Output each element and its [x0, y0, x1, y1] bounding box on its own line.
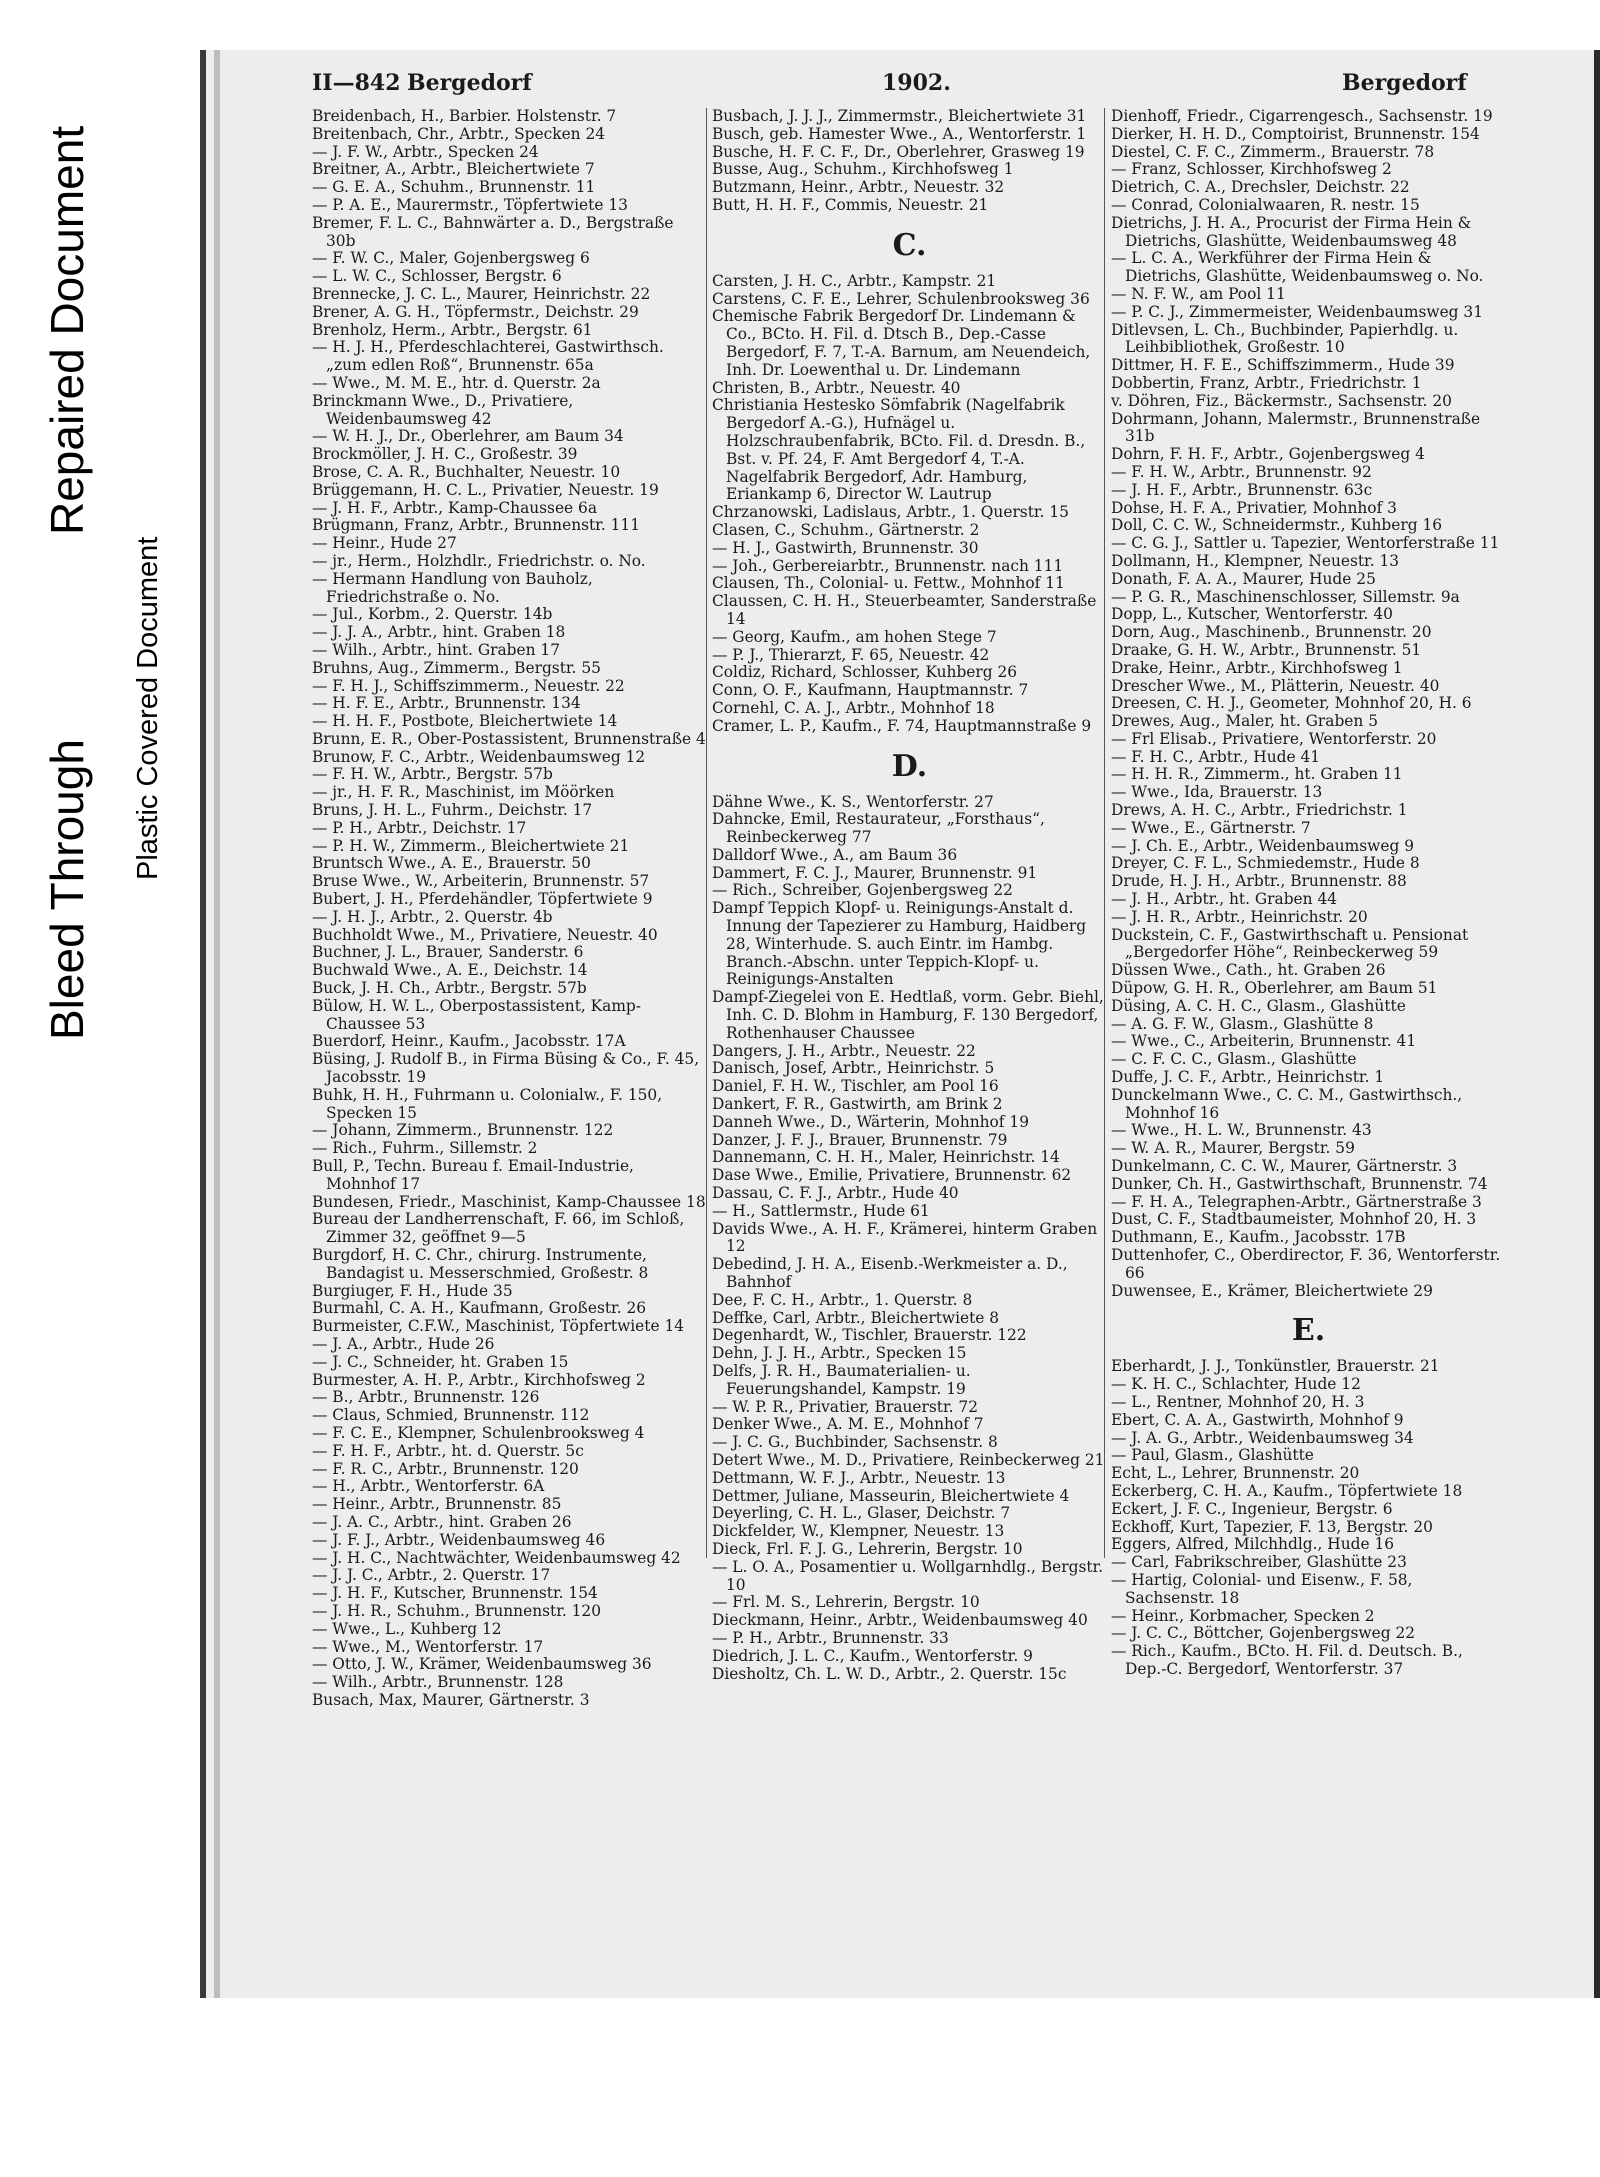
directory-entry: Drude, H. J. H., Arbtr., Brunnenstr. 88 [1111, 872, 1407, 891]
directory-entry: — Wwe., C., Arbeiterin, Brunnenstr. 41 [1111, 1032, 1417, 1051]
directory-entry: — Wwe., E., Gärtnerstr. 7 [1111, 818, 1311, 837]
directory-entry: — Hartig, Colonial- und Eisenw., F. 58, Sachsenstr. 18 [1111, 1570, 1413, 1607]
directory-entry: Dahncke, Emil, Restaurateur, „Forsthaus“, Reinbeckerweg 77 [712, 810, 1045, 847]
directory-entry: Dierker, H. H. D., Comptoirist, Brunnenstr. 154 [1111, 124, 1480, 143]
directory-entry: Dannemann, C. H. H., Maler, Heinrichstr. 14 [712, 1148, 1060, 1167]
directory-entry: — Wwe., Ida, Brauerstr. 13 [1111, 783, 1323, 802]
directory-entry: Burgdorf, H. C. Chr., chirurg. Instrumente, Bandagist u. Messerschmied, Großestr. 8 [312, 1246, 649, 1282]
directory-entry: — J. F. W., Arbtr., Specken 24 [312, 142, 539, 161]
directory-entry: Düsing, A. C. H. C., Glasm., Glashütte [1111, 996, 1406, 1015]
directory-entry: — Paul, Glasm., Glashütte [1111, 1446, 1314, 1465]
directory-entry: Breitenbach, Chr., Arbtr., Specken 24 [312, 124, 606, 143]
directory-entry: Dreyer, C. F. L., Schmiedemstr., Hude 8 [1111, 854, 1420, 873]
scan-bottom-margin [200, 1998, 1600, 2177]
directory-entry: — Georg, Kaufm., am hohen Stege 7 [712, 627, 997, 646]
directory-entry: Breitner, A., Arbtr., Bleichertwiete 7 [312, 160, 595, 179]
directory-entry: — J. C. C., Böttcher, Gojenbergsweg 22 [1111, 1624, 1416, 1643]
directory-entry: Düssen Wwe., Cath., ht. Graben 26 [1111, 961, 1386, 980]
directory-entry: Drews, A. H. C., Arbtr., Friedrichstr. 1 [1111, 801, 1408, 820]
directory-entry: — jr., H. F. R., Maschinist, im Möörken [312, 783, 615, 802]
directory-entry: Drake, Heinr., Arbtr., Kirchhofsweg 1 [1111, 658, 1403, 677]
directory-entry: — H., Arbtr., Wentorferstr. 6A [312, 1477, 545, 1496]
directory-entry: Dunkelmann, C. C. W., Maurer, Gärtnerstr. 3 [1111, 1157, 1458, 1176]
directory-entry: Dettmer, Juliane, Masseurin, Bleichertwiete 4 [712, 1486, 1070, 1505]
entries-e [1111, 1358, 1506, 1678]
entries-c [712, 273, 1107, 736]
directory-entry: Diedrich, J. L. C., Kaufm., Wentorferstr. 9 [712, 1646, 1033, 1665]
section-heading-c: C. [892, 227, 927, 263]
directory-entry: Butt, H. H. F., Commis, Neuestr. 21 [712, 195, 989, 214]
directory-entry: Dammert, F. C. J., Maurer, Brunnenstr. 91 [712, 863, 1038, 882]
directory-entry: Dorn, Aug., Maschinenb., Brunnenstr. 20 [1111, 623, 1432, 642]
directory-entry: Buchwald Wwe., A. E., Deichstr. 14 [312, 961, 588, 980]
directory-entry: Diestel, C. F. C., Zimmerm., Brauerstr. 78 [1111, 142, 1435, 161]
directory-entry: Draake, G. H. W., Arbtr., Brunnenstr. 51 [1111, 640, 1422, 659]
directory-entry: — L. W. C., Schlosser, Bergstr. 6 [312, 267, 562, 286]
directory-entry: — J. H., Arbtr., ht. Graben 44 [1111, 890, 1338, 909]
directory-entry: Buhk, H. H., Fuhrmann u. Colonialw., F. 150, Specken 15 [312, 1085, 663, 1122]
directory-entry: Clasen, C., Schuhm., Gärtnerstr. 2 [712, 520, 980, 539]
directory-entry: — Rich., Fuhrm., Sillemstr. 2 [312, 1139, 538, 1158]
directory-entry: — J. A. C., Arbtr., hint. Graben 26 [312, 1512, 572, 1531]
directory-entry: Dehn, J. J. H., Arbtr., Specken 15 [712, 1344, 967, 1363]
directory-entry: Dankert, F. R., Gastwirth, am Brink 2 [712, 1095, 1003, 1114]
directory-entry: Danzer, J. F. J., Brauer, Brunnenstr. 79 [712, 1130, 1008, 1149]
directory-entry: — Frl. M. S., Lehrerin, Bergstr. 10 [712, 1593, 980, 1612]
directory-entry: Busse, Aug., Schuhm., Kirchhofsweg 1 [712, 160, 1014, 179]
directory-entry: Christen, B., Arbtr., Neuestr. 40 [712, 378, 961, 397]
directory-entry: Buerdorf, Heinr., Kaufm., Jacobsstr. 17A [312, 1032, 626, 1051]
directory-entry: Bruns, J. H. L., Fuhrm., Deichstr. 17 [312, 801, 593, 820]
directory-entry: Drewes, Aug., Maler, ht. Graben 5 [1111, 712, 1379, 731]
directory-entry: Diesholtz, Ch. L. W. D., Arbtr., 2. Querstr. 15c [712, 1664, 1067, 1683]
directory-entry: Burmahl, C. A. H., Kaufmann, Großestr. 26 [312, 1299, 647, 1318]
directory-entry: Dohse, H. F. A., Privatier, Mohnhof 3 [1111, 498, 1397, 517]
directory-entry: Ditlevsen, L. Ch., Buchbinder, Papierhdlg. u. Leihbibliothek, Großestr. 10 [1111, 320, 1459, 357]
directory-entry: — J. H. F., Arbtr., Kamp-Chaussee 6a [312, 498, 598, 517]
directory-entry: Dopp, L., Kutscher, Wentorferstr. 40 [1111, 605, 1393, 624]
page-binding-edge [214, 50, 220, 1998]
directory-entry: — Claus, Schmied, Brunnenstr. 112 [312, 1406, 590, 1425]
directory-entry: Donath, F. A. A., Maurer, Hude 25 [1111, 569, 1376, 588]
directory-entry: Detert Wwe., M. D., Privatiere, Reinbeckerweg 21 [712, 1450, 1105, 1469]
directory-entry: Dieckmann, Heinr., Arbtr., Weidenbaumsweg 40 [712, 1611, 1088, 1630]
entries-d [1111, 108, 1506, 1300]
directory-entry: Dreesen, C. H. J., Geometer, Mohnhof 20, H. 6 [1111, 694, 1472, 713]
directory-entry: Deffke, Carl, Arbtr., Bleichertwiete 8 [712, 1308, 1000, 1327]
directory-entry: Burgiuger, F. H., Hude 35 [312, 1281, 513, 1300]
bleed-through-label: Bleed Through [41, 739, 93, 1040]
directory-entry: — F. H. W., Arbtr., Bergstr. 57b [312, 765, 553, 784]
directory-entry: — P. H., Arbtr., Brunnenstr. 33 [712, 1628, 949, 1647]
directory-entry: Cramer, L. P., Kaufm., F. 74, Hauptmannstraße 9 [712, 716, 1092, 735]
directory-entry: Dettmann, W. F. J., Arbtr., Neuestr. 13 [712, 1468, 1006, 1487]
directory-entry: Chrzanowski, Ladislaus, Arbtr., 1. Querstr. 15 [712, 503, 1069, 522]
plastic-covered-label: Plastic Covered Document [132, 536, 164, 880]
directory-entry: Busche, H. F. C. F., Dr., Oberlehrer, Grasweg 19 [712, 142, 1085, 161]
directory-entry: — Heinr., Korbmacher, Specken 2 [1111, 1606, 1375, 1625]
directory-entry: — F. H. A., Telegraphen-Arbtr., Gärtnerstraße 3 [1111, 1192, 1482, 1211]
directory-entry: Burmeister, C.F.W., Maschinist, Töpfertwiete 14 [312, 1317, 685, 1336]
directory-entry: Conn, O. F., Kaufmann, Hauptmannstr. 7 [712, 681, 1029, 700]
right-running-title: Bergedorf [1342, 70, 1467, 96]
directory-entry: — P. H., Arbtr., Deichstr. 17 [312, 818, 527, 837]
directory-entry: — J. Ch. E., Arbtr., Weidenbaumsweg 9 [1111, 836, 1414, 855]
directory-entry: — J. J. A., Arbtr., hint. Graben 18 [312, 623, 566, 642]
directory-entry: Dassau, C. F. J., Arbtr., Hude 40 [712, 1184, 959, 1203]
column-2 [712, 108, 1107, 1683]
directory-entry: — J. C. G., Buchbinder, Sachsenstr. 8 [712, 1433, 998, 1452]
directory-entry: — Conrad, Colonialwaaren, R. nestr. 15 [1111, 195, 1420, 214]
directory-entry: Clausen, Th., Colonial- u. Fettw., Mohnhof 11 [712, 574, 1065, 593]
directory-entry: Coldiz, Richard, Schlosser, Kuhberg 26 [712, 663, 1018, 682]
directory-entry: Claussen, C. H. H., Steuerbeamter, Sanderstraße 14 [712, 592, 1097, 628]
directory-entry: — W. H. J., Dr., Oberlehrer, am Baum 34 [312, 427, 624, 446]
directory-entry: Brunow, F. C., Arbtr., Weidenbaumsweg 12 [312, 747, 646, 766]
directory-entry: — Rich., Schreiber, Gojenbergsweg 22 [712, 881, 1013, 900]
directory-entry: — C. F. C. C., Glasm., Glashütte [1111, 1050, 1357, 1069]
directory-entry: Bureau der Landherrenschaft, F. 66, im Schloß, Zimmer 32, geöffnet 9—5 [312, 1210, 685, 1247]
column-3 [1111, 108, 1506, 1679]
directory-entry: Brügmann, Franz, Arbtr., Brunnenstr. 111 [312, 516, 641, 535]
entries-d [712, 794, 1107, 1684]
directory-entry: Dee, F. C. H., Arbtr., 1. Querstr. 8 [712, 1290, 973, 1309]
directory-entry: Christiania Hestesko Sömfabrik (Nagelfabrik Bergedorf A.-G.), Hufnägel u. Holzschraubenfabrik, BCto. Fil. d. Dresdn. B., Bst. v. Pf. 24, F. Amt Bergedorf 4, T.-A. Nagelfabrik Bergedorf, Adr. Hamburg, Eriankamp 6, Director W. Lautrup [712, 396, 1086, 504]
directory-entry: — A. G. F. W., Glasm., Glashütte 8 [1111, 1014, 1374, 1033]
directory-entry: Dobbertin, Franz, Arbtr., Friedrichstr. 1 [1111, 373, 1422, 392]
directory-entry: — J. H. R., Schuhm., Brunnenstr. 120 [312, 1601, 602, 1620]
directory-entry: — L., Rentner, Mohnhof 20, H. 3 [1111, 1392, 1365, 1411]
directory-entry: — K. H. C., Schlachter, Hude 12 [1111, 1375, 1361, 1394]
directory-entry: — P. H. W., Zimmerm., Bleichertwiete 21 [312, 836, 630, 855]
directory-entry: Degenhardt, W., Tischler, Brauerstr. 122 [712, 1326, 1027, 1345]
directory-entry: — J. H. C., Nachtwächter, Weidenbaumsweg 42 [312, 1548, 681, 1567]
directory-entry: — C. G. J., Sattler u. Tapezier, Wentorferstraße 11 [1111, 534, 1500, 553]
directory-entry: Bruse Wwe., W., Arbeiterin, Brunnenstr. 57 [312, 872, 650, 891]
directory-entry: — Wwe., H. L. W., Brunnenstr. 43 [1111, 1121, 1372, 1140]
directory-entry: Brener, A. G. H., Töpfermstr., Deichstr. 29 [312, 302, 639, 321]
directory-entry: — F. H. W., Arbtr., Brunnenstr. 92 [1111, 462, 1372, 481]
directory-entry: Danneh Wwe., D., Wärterin, Mohnhof 19 [712, 1112, 1029, 1131]
directory-entry: Deyerling, C. H. L., Glaser, Deichstr. 7 [712, 1504, 1011, 1523]
page-header [312, 70, 1562, 102]
directory-entry: — H. H. R., Zimmerm., ht. Graben 11 [1111, 765, 1403, 784]
directory-entry: — Wilh., Arbtr., Brunnenstr. 128 [312, 1673, 564, 1692]
directory-entry: Duthmann, E., Kaufm., Jacobsstr. 17B [1111, 1228, 1406, 1247]
directory-entry: Dase Wwe., Emilie, Privatiere, Brunnenstr. 62 [712, 1166, 1072, 1185]
directory-entry: Dunckelmann Wwe., C. C. M., Gastwirthsch., Mohnhof 16 [1111, 1085, 1463, 1122]
directory-entry: Brüggemann, H. C. L., Privatier, Neuestr. 19 [312, 480, 659, 499]
directory-entry: — W. A. R., Maurer, Bergstr. 59 [1111, 1139, 1355, 1158]
year-heading: 1902. [882, 70, 951, 96]
directory-entry: Bull, P., Techn. Bureau f. Email-Industrie, Mohnhof 17 [312, 1157, 634, 1193]
directory-entry: — J. H. F., Kutscher, Brunnenstr. 154 [312, 1584, 598, 1603]
directory-entry: — Hermann Handlung von Bauholz, Friedrichstraße o. No. [312, 569, 593, 606]
directory-entry: — J. J. C., Arbtr., 2. Querstr. 17 [312, 1566, 551, 1585]
directory-entry: Eckhoff, Kurt, Tapezier, F. 13, Bergstr. 20 [1111, 1517, 1433, 1536]
directory-entry: Debedind, J. H. A., Eisenb.-Werkmeister a. D., Bahnhof [712, 1255, 1068, 1292]
directory-entry: — H. H. F., Postbote, Bleichertwiete 14 [312, 712, 618, 731]
directory-entry: — J. H. F., Arbtr., Brunnenstr. 63c [1111, 480, 1373, 499]
directory-entry: — L. C. A., Werkführer der Firma Hein & Dietrichs, Glashütte, Weidenbaumsweg o. No. [1111, 249, 1484, 286]
directory-entry: — N. F. W., am Pool 11 [1111, 284, 1286, 303]
directory-entry: — Heinr., Arbtr., Brunnenstr. 85 [312, 1495, 562, 1514]
directory-entry: Duttenhofer, C., Oberdirector, F. 36, Wentorferstr. 66 [1111, 1246, 1501, 1282]
directory-entry: — Heinr., Hude 27 [312, 534, 457, 553]
directory-entry: Dangers, J. H., Arbtr., Neuestr. 22 [712, 1041, 976, 1060]
directory-entry: Büsing, J. Rudolf B., in Firma Büsing & Co., F. 45, Jacobsstr. 19 [312, 1050, 700, 1087]
directory-entry: Buchner, J. L., Brauer, Sanderstr. 6 [312, 943, 584, 962]
directory-entry: — J. A., Arbtr., Hude 26 [312, 1334, 495, 1353]
directory-entry: Duwensee, E., Krämer, Bleichertwiete 29 [1111, 1281, 1433, 1300]
directory-entry: Buck, J. H. Ch., Arbtr., Bergstr. 57b [312, 979, 587, 998]
directory-entry: — Wwe., M. M. E., htr. d. Querstr. 2a [312, 373, 601, 392]
directory-entry: Brennecke, J. C. L., Maurer, Heinrichstr. 22 [312, 284, 651, 303]
directory-entry: Brinckmann Wwe., D., Privatiere, Weidenbaumsweg 42 [312, 391, 574, 428]
directory-entry: Danisch, Josef, Arbtr., Heinrichstr. 5 [712, 1059, 995, 1078]
directory-entry: Denker Wwe., A. M. E., Mohnhof 7 [712, 1415, 984, 1434]
directory-entry: Eckert, J. F. C., Ingenieur, Bergstr. 6 [1111, 1499, 1393, 1518]
directory-entry: Bundesen, Friedr., Maschinist, Kamp-Chaussee 18 [312, 1192, 706, 1211]
directory-entry: Dohrmann, Johann, Malermstr., Brunnenstraße 31b [1111, 409, 1481, 446]
directory-entry: — F. C. E., Klempner, Schulenbrooksweg 4 [312, 1423, 645, 1442]
section-heading-d: D. [891, 748, 928, 784]
directory-entry: Dickfelder, W., Klempner, Neuestr. 13 [712, 1522, 1005, 1541]
directory-entry: Dust, C. F., Stadtbaumeister, Mohnhof 20, H. 3 [1111, 1210, 1477, 1229]
directory-entry: — H. J. H., Pferdeschlachterei, Gastwirthsch. „zum edlen Roß“, Brunnenstr. 65a [312, 338, 664, 375]
scanned-page [200, 50, 1600, 1998]
directory-entry: — F. H. F., Arbtr., ht. d. Querstr. 5c [312, 1441, 584, 1460]
directory-entry: — Carl, Fabrikschreiber, Glashütte 23 [1111, 1553, 1407, 1572]
directory-entry: — W. P. R., Privatier, Brauerstr. 72 [712, 1397, 978, 1416]
directory-entry: Eggers, Alfred, Milchhdlg., Hude 16 [1111, 1535, 1395, 1554]
directory-entry: — J. F. J., Arbtr., Weidenbaumsweg 46 [312, 1530, 606, 1549]
repaired-document-label: Repaired Document [41, 125, 93, 535]
directory-entry: Eberhardt, J. J., Tonkünstler, Brauerstr. 21 [1111, 1357, 1440, 1376]
entries-b [712, 108, 1107, 215]
directory-entry: — Wwe., M., Wentorferstr. 17 [312, 1637, 544, 1656]
directory-entry: Dollmann, H., Klempner, Neuestr. 13 [1111, 551, 1400, 570]
directory-entry: — Frl Elisab., Privatiere, Wentorferstr. 20 [1111, 729, 1437, 748]
directory-entry: — J. C., Schneider, ht. Graben 15 [312, 1352, 569, 1371]
directory-entry: Ebert, C. A. A., Gastwirth, Mohnhof 9 [1111, 1410, 1404, 1429]
directory-entry: — F. R. C., Arbtr., Brunnenstr. 120 [312, 1459, 579, 1478]
directory-entry: — J. H. J., Arbtr., 2. Querstr. 4b [312, 907, 553, 926]
directory-entry: Echt, L., Lehrer, Brunnenstr. 20 [1111, 1464, 1360, 1483]
directory-entry: Düpow, G. H. R., Oberlehrer, am Baum 51 [1111, 979, 1438, 998]
directory-entry: Dietrich, C. A., Drechsler, Deichstr. 22 [1111, 178, 1410, 197]
directory-entry: — J. H. R., Arbtr., Heinrichstr. 20 [1111, 907, 1368, 926]
directory-entry: Dampf-Ziegelei von E. Hedtlaß, vorm. Gebr. Biehl, Inh. C. D. Blohm in Hamburg, F. 130 Bergedorf, Rothenhauser Chaussee [712, 988, 1104, 1042]
directory-entry: Dähne Wwe., K. S., Wentorferstr. 27 [712, 792, 994, 811]
directory-entry: Delfs, J. R. H., Baumaterialien- u. Feuerungshandel, Kampstr. 19 [712, 1362, 971, 1398]
directory-entry: — J. A. G., Arbtr., Weidenbaumsweg 34 [1111, 1428, 1414, 1447]
directory-entry: Dietrichs, J. H. A., Procurist der Firma Hein & Dietrichs, Glashütte, Weidenbaumsweg 48 [1111, 213, 1472, 250]
directory-entry: Brunn, E. R., Ober-Postassistent, Brunnenstraße 4 [312, 729, 706, 748]
directory-entry: Chemische Fabrik Bergedorf Dr. Lindemann & Co., BCto. H. Fil. d. Dtsch B., Dep.-Casse Bergedorf, F. 7, T.-A. Barnum, am Neuendeich, Inh. Dr. Loewenthal u. Dr. Lindemann [712, 307, 1091, 379]
directory-entry: v. Döhren, Fiz., Bäckermstr., Sachsenstr. 20 [1111, 391, 1452, 410]
column-1 [312, 108, 707, 1710]
directory-entry: Dieck, Frl. F. J. G., Lehrerin, Bergstr. 10 [712, 1539, 1023, 1558]
directory-entry: Carstens, C. F. E., Lehrer, Schulenbrooksweg 36 [712, 289, 1090, 308]
directory-entry: Bülow, H. W. L., Oberpostassistent, Kamp-Chaussee 53 [312, 996, 641, 1033]
page-right-border [1594, 50, 1600, 1998]
directory-entry: — F. W. C., Maler, Gojenbergsweg 6 [312, 249, 590, 268]
directory-entry: Daniel, F. H. W., Tischler, am Pool 16 [712, 1077, 999, 1096]
directory-entry: Busach, Max, Maurer, Gärtnerstr. 3 [312, 1690, 590, 1709]
directory-entry: Bruhns, Aug., Zimmerm., Bergstr. 55 [312, 658, 601, 677]
directory-entry: — Otto, J. W., Krämer, Weidenbaumsweg 36 [312, 1655, 652, 1674]
directory-entry: Dittmer, H. F. E., Schiffszimmerm., Hude 39 [1111, 356, 1455, 375]
directory-entry: — Wwe., L., Kuhberg 12 [312, 1619, 502, 1638]
scan-margin [0, 0, 200, 2177]
section-heading-e: E. [1291, 1313, 1326, 1349]
directory-entry: Buchholdt Wwe., M., Privatiere, Neuestr. 40 [312, 925, 658, 944]
directory-entry: — P. C. J., Zimmermeister, Weidenbaumsweg 31 [1111, 302, 1484, 321]
directory-entry: Busbach, J. J. J., Zimmermstr., Bleichertwiete 31 [712, 107, 1087, 125]
directory-entry: — P. J., Thierarzt, F. 65, Neuestr. 42 [712, 645, 990, 664]
directory-entry: — G. E. A., Schuhm., Brunnenstr. 11 [312, 178, 596, 197]
directory-entry: Davids Wwe., A. H. F., Krämerei, hinterm Graben 12 [712, 1219, 1098, 1256]
directory-entry: Drescher Wwe., M., Plätterin, Neuestr. 40 [1111, 676, 1440, 695]
directory-entry: Cornehl, C. A. J., Arbtr., Mohnhof 18 [712, 698, 995, 717]
directory-entry: Bubert, J. H., Pferdehändler, Töpfertwiete 9 [312, 890, 653, 909]
directory-entry: — Joh., Gerbereiarbtr., Brunnenstr. nach 111 [712, 556, 1064, 575]
directory-entry: — H. F. E., Arbtr., Brunnenstr. 134 [312, 694, 581, 713]
directory-entry: Dunker, Ch. H., Gastwirthschaft, Brunnenstr. 74 [1111, 1174, 1488, 1193]
directory-entry: Dohrn, F. H. F., Arbtr., Gojenbergsweg 4 [1111, 445, 1425, 464]
directory-entry: — jr., Herm., Holzhdlr., Friedrichstr. o. No. [312, 551, 646, 570]
directory-entry: Carsten, J. H. C., Arbtr., Kampstr. 21 [712, 271, 997, 290]
directory-entry: Breidenbach, H., Barbier. Holstenstr. 7 [312, 107, 617, 125]
directory-entry: Dalldorf Wwe., A., am Baum 36 [712, 845, 958, 864]
directory-entry: — Johann, Zimmerm., Brunnenstr. 122 [312, 1121, 614, 1140]
directory-entry: Bruntsch Wwe., A. E., Brauerstr. 50 [312, 854, 591, 873]
directory-entry: — B., Arbtr., Brunnenstr. 126 [312, 1388, 540, 1407]
directory-entry: Duckstein, C. F., Gastwirthschaft u. Pensionat „Bergedorfer Höhe“, Reinbeckerweg 59 [1111, 925, 1469, 962]
directory-entry: Bremer, F. L. C., Bahnwärter a. D., Bergstraße 30b [312, 213, 674, 250]
directory-entry: Busch, geb. Hamester Wwe., A., Wentorferstr. 1 [712, 124, 1087, 143]
directory-entry: — Jul., Korbm., 2. Querstr. 14b [312, 605, 553, 624]
directory-entry: — Franz, Schlosser, Kirchhofsweg 2 [1111, 160, 1392, 179]
directory-entry: — F. H. J., Schiffszimmerm., Neuestr. 22 [312, 676, 625, 695]
directory-entry: Eckerberg, C. H. A., Kaufm., Töpfertwiete 18 [1111, 1481, 1463, 1500]
directory-entry: Burmester, A. H. P., Arbtr., Kirchhofsweg 2 [312, 1370, 646, 1389]
directory-entry: — L. O. A., Posamentier u. Wollgarnhdlg., Bergstr. 10 [712, 1557, 1104, 1594]
directory-entry: Brose, C. A. R., Buchhalter, Neuestr. 10 [312, 462, 621, 481]
directory-entry: — H. J., Gastwirth, Brunnenstr. 30 [712, 538, 979, 557]
directory-entry: — P. A. E., Maurermstr., Töpfertwiete 13 [312, 195, 628, 214]
directory-entry: Duffe, J. C. F., Arbtr., Heinrichstr. 1 [1111, 1068, 1385, 1087]
directory-entry: — F. H. C., Arbtr., Hude 41 [1111, 747, 1321, 766]
directory-entry: Doll, C. C. W., Schneidermstr., Kuhberg 16 [1111, 516, 1443, 535]
directory-entry: Dienhoff, Friedr., Cigarrengesch., Sachsenstr. 19 [1111, 107, 1493, 125]
directory-entry: — H., Sattlermstr., Hude 61 [712, 1201, 930, 1220]
directory-entry: Dampf Teppich Klopf- u. Reinigungs-Anstalt d. Innung der Tapezierer zu Hamburg, Haidberg 28, Winterhude. S. auch Eintr. im Hambg. Branch.-Abschn. unter Teppich-Klopf- u. Reinigungs-Anstalten [712, 899, 1087, 989]
directory-entry: Brenholz, Herm., Arbtr., Bergstr. 61 [312, 320, 593, 339]
directory-entry: — Rich., Kaufm., BCto. H. Fil. d. Deutsch. B., Dep.-C. Bergedorf, Wentorferstr. 37 [1111, 1642, 1463, 1678]
left-running-title: Bergedorf [407, 70, 532, 96]
directory-entry: — Wilh., Arbtr., hint. Graben 17 [312, 640, 561, 659]
directory-entry: Brockmöller, J. H. C., Großestr. 39 [312, 445, 578, 464]
directory-entry: — P. G. R., Maschinenschlosser, Sillemstr. 9a [1111, 587, 1460, 606]
page-reference: II—842 [312, 70, 401, 96]
directory-entry: Butzmann, Heinr., Arbtr., Neuestr. 32 [712, 178, 1005, 197]
